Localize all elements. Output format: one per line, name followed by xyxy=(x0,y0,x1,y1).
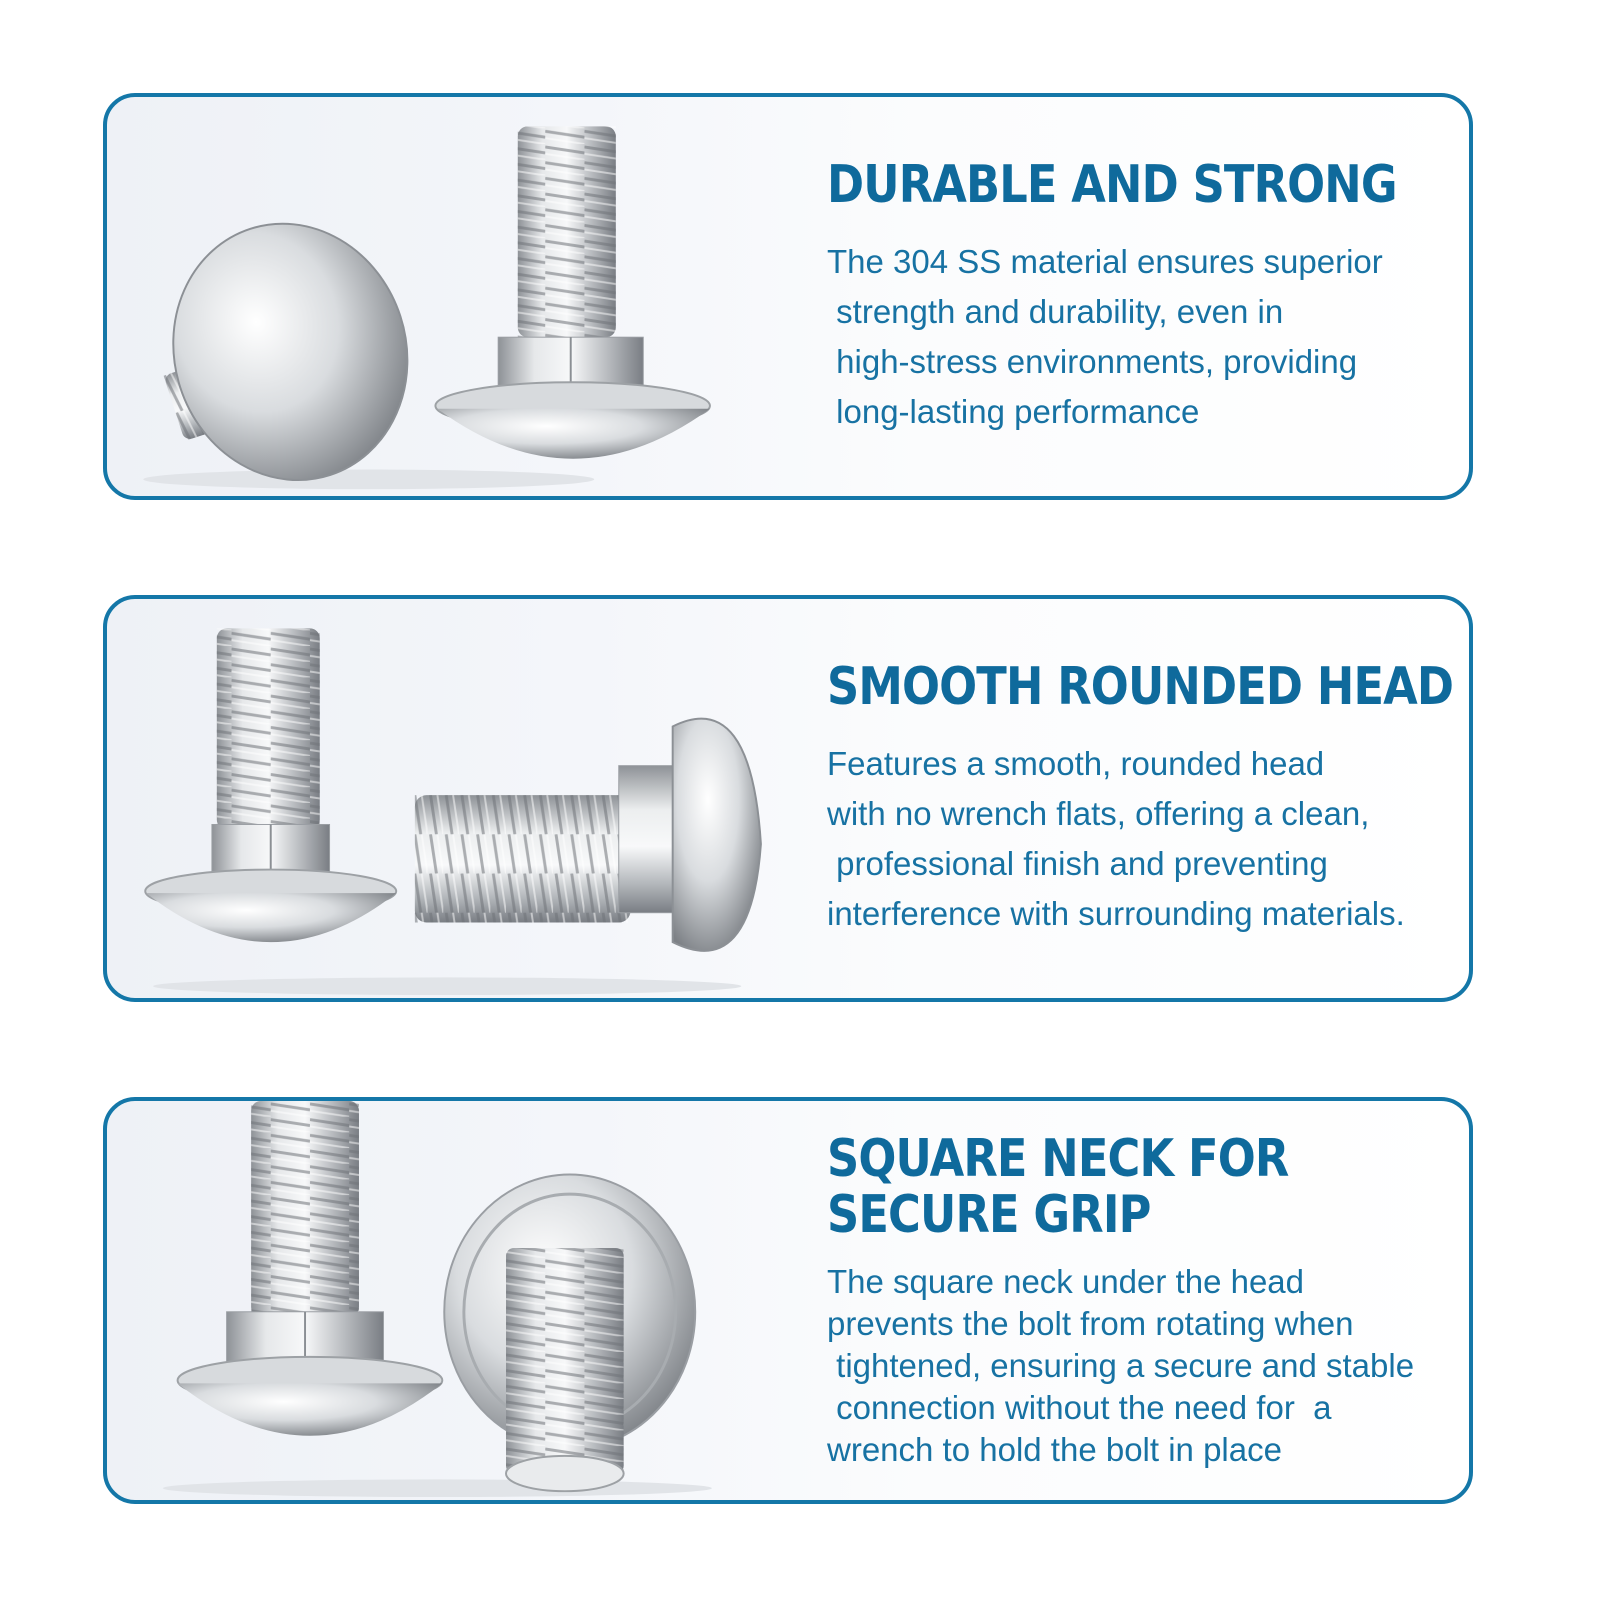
feature-line: interference with surrounding materials. xyxy=(827,895,1405,933)
feature-title: DURABLE AND STRONG xyxy=(827,155,1397,215)
product-photo-square-neck xyxy=(107,1101,807,1500)
feature-text xyxy=(827,157,1449,437)
feature-card-rounded-head xyxy=(103,595,1473,1002)
feature-line: wrench to hold the bolt in place xyxy=(827,1431,1282,1469)
feature-line: tightened, ensuring a secure and stable xyxy=(827,1347,1415,1385)
bolt-illustration xyxy=(107,1101,807,1500)
feature-line: prevents the bolt from rotating when xyxy=(827,1305,1354,1343)
feature-text xyxy=(827,1131,1449,1471)
feature-line: The 304 SS material ensures superior xyxy=(827,243,1383,281)
feature-card-durable xyxy=(103,93,1473,500)
feature-line: Features a smooth, rounded head xyxy=(827,745,1325,783)
feature-line: long-lasting performance xyxy=(827,393,1200,431)
feature-line: The square neck under the head xyxy=(827,1263,1305,1301)
feature-line: high-stress environments, providing xyxy=(827,343,1358,381)
feature-line: with no wrench flats, offering a clean, xyxy=(827,795,1370,833)
feature-title: SQUARE NECK FOR SECURE GRIP xyxy=(827,1129,1289,1246)
feature-title: SMOOTH ROUNDED HEAD xyxy=(827,657,1454,717)
feature-line: strength and durability, even in xyxy=(827,293,1284,331)
feature-line: connection without the need for a xyxy=(827,1389,1332,1427)
feature-card-square-neck xyxy=(103,1097,1473,1504)
feature-text xyxy=(827,657,1454,939)
bolt-illustration xyxy=(107,97,807,496)
bolt-illustration xyxy=(107,599,807,998)
feature-line: professional finish and preventing xyxy=(827,845,1328,883)
product-photo-durable xyxy=(107,97,807,496)
product-photo-rounded-head xyxy=(107,599,807,998)
